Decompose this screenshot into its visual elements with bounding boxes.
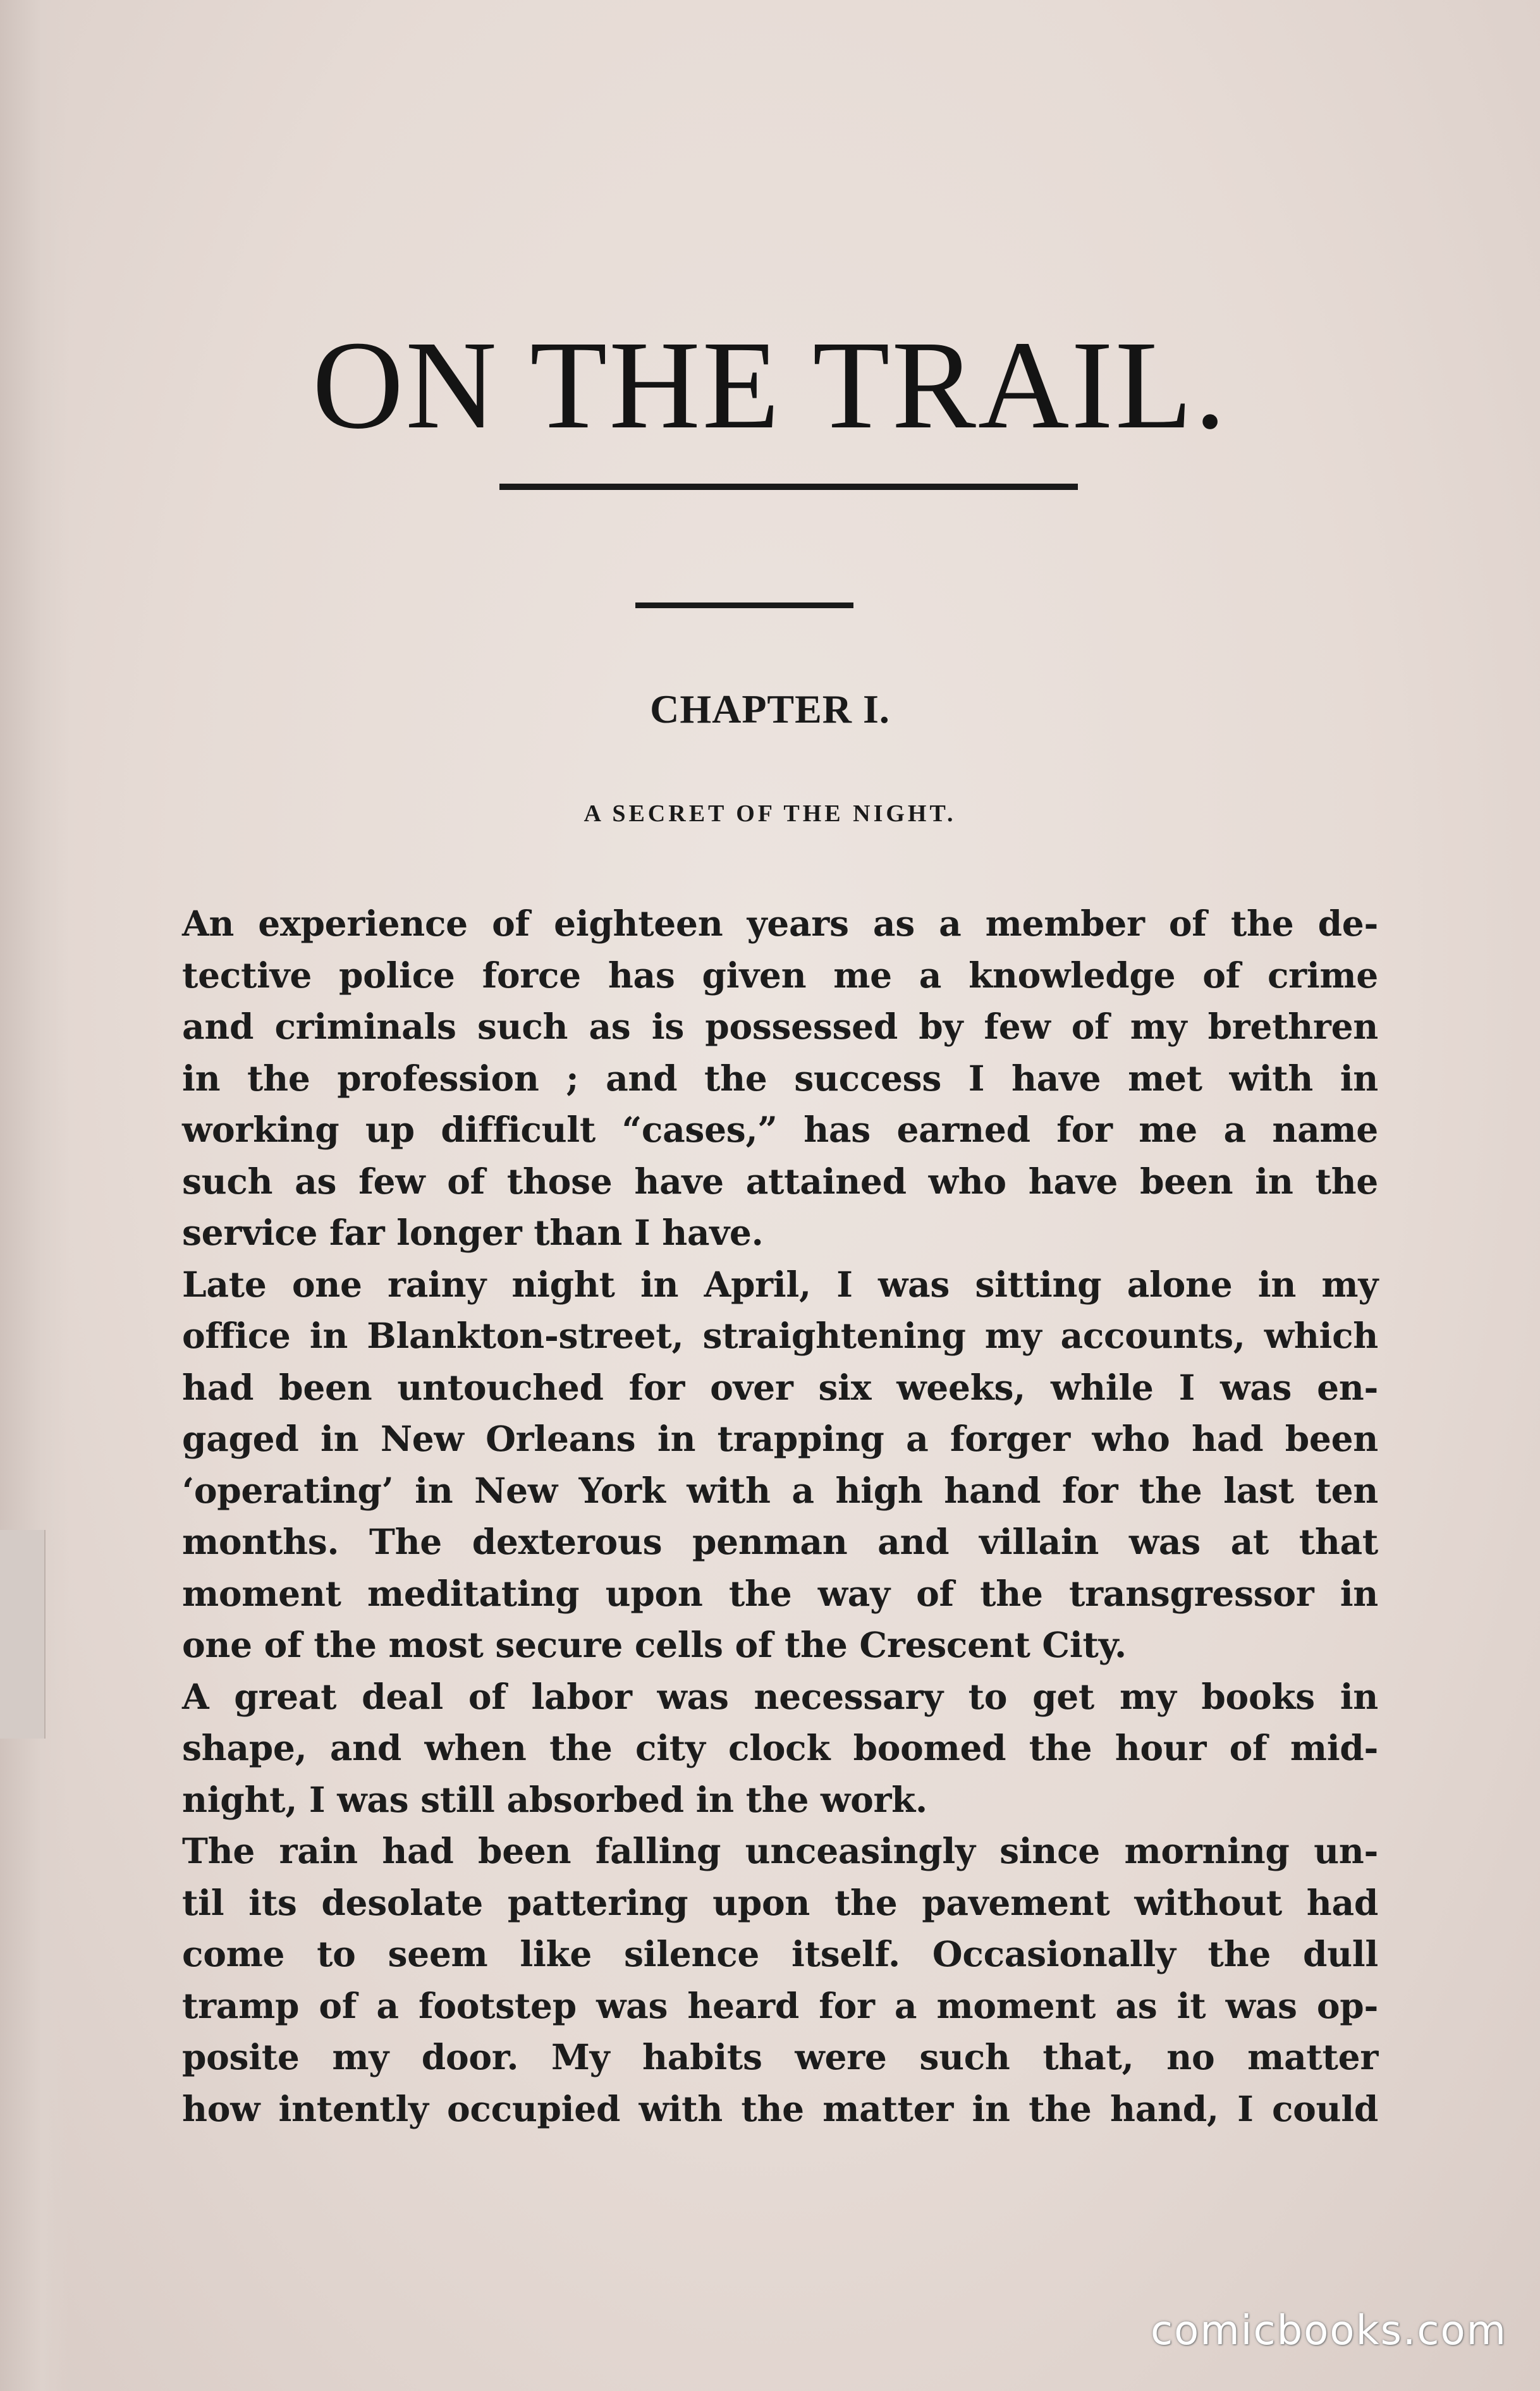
chapter-subtitle: A SECRET OF THE NIGHT. <box>584 800 956 827</box>
text-line: service far longer than I have. <box>182 1212 764 1253</box>
text-line: An experience of eighteen years as a member of the de- <box>182 903 1378 944</box>
story-title: ON THE TRAIL. <box>312 315 1228 455</box>
text-line: in the profession ; and the success I have met with in <box>182 1057 1378 1099</box>
text-line: come to seem like silence itself. Occasionally the dull <box>182 1933 1378 1974</box>
text-line: and criminals such as is possessed by few of my brethren <box>182 1006 1378 1047</box>
title-rule <box>499 484 1078 490</box>
text-line: ‘operating’ in New York with a high hand for the last ten <box>182 1469 1378 1511</box>
text-line: The rain had been falling unceasingly since morning un- <box>182 1830 1378 1871</box>
torn-paper-patch <box>0 1530 46 1739</box>
text-line: shape, and when the city clock boomed the hour of mid- <box>182 1727 1378 1768</box>
text-line: gaged in New Orleans in trapping a forger who had been <box>182 1418 1378 1459</box>
text-line: Late one rainy night in April, I was sitting alone in my <box>182 1263 1378 1305</box>
text-line: moment meditating upon the way of the transgressor in <box>182 1572 1378 1614</box>
text-line: night, I was still absorbed in the work. <box>182 1778 927 1820</box>
watermark-logo: comicbooks.com <box>1150 2308 1507 2354</box>
text-line: til its desolate pattering upon the pavement without had <box>182 1881 1378 1923</box>
text-line: months. The dexterous penman and villain was at that <box>182 1521 1378 1562</box>
text-line: A great deal of labor was necessary to get my books in <box>182 1675 1378 1717</box>
text-line: tramp of a footstep was heard for a moment as it was op- <box>182 1984 1378 2026</box>
chapter-rule <box>635 602 853 608</box>
text-line: how intently occupied with the matter in the hand, I could <box>182 2088 1378 2129</box>
text-line: working up difficult “cases,” has earned for me a name <box>182 1109 1378 1150</box>
text-line: tective police force has given me a knowledge of crime <box>182 954 1378 996</box>
text-line: such as few of those have attained who have been in the <box>182 1160 1378 1202</box>
chapter-heading: CHAPTER I. <box>650 687 890 731</box>
text-line: one of the most secure cells of the Crescent City. <box>182 1624 1127 1665</box>
text-line: posite my door. My habits were such that, no matter <box>182 2036 1378 2077</box>
body-text <box>182 898 1378 2134</box>
text-line: had been untouched for over six weeks, while I was en- <box>182 1366 1378 1408</box>
text-line: office in Blankton-street, straightening my accounts, which <box>182 1315 1378 1356</box>
